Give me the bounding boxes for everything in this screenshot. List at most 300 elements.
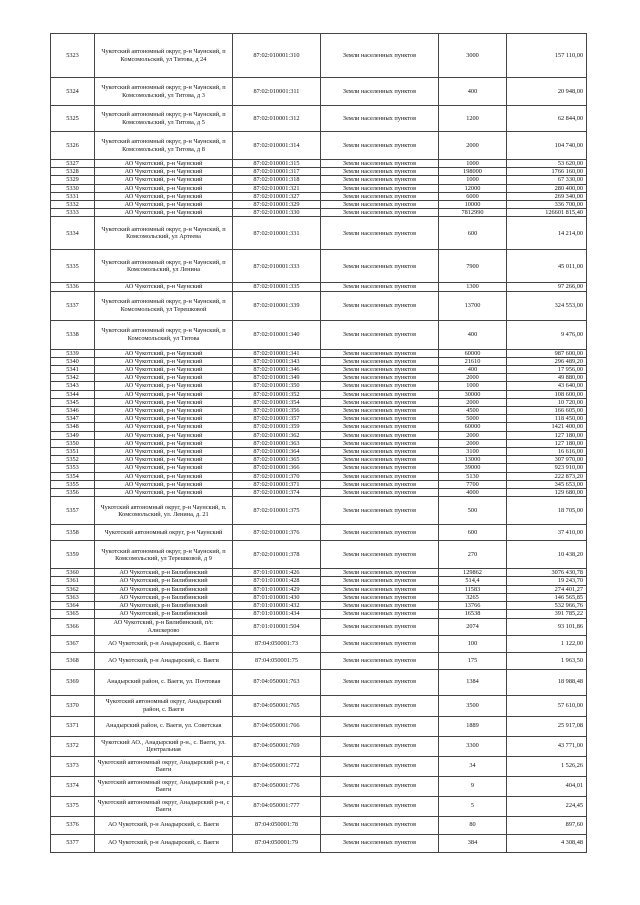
cadastral-value-cell: 4 308,48: [507, 834, 587, 852]
land-category-cell: Земли населенных пунктов: [321, 480, 439, 488]
area-cell: 13000: [439, 456, 507, 464]
address-cell: АО Чукотский, р-н Билибинский: [95, 585, 233, 593]
cadastral-value-cell: 104 740,00: [507, 132, 587, 160]
table-row: [51, 439, 587, 447]
area-cell: 2000: [439, 431, 507, 439]
row-number: 5365: [51, 610, 95, 618]
cadastral-value-cell: 57 610,00: [507, 695, 587, 716]
row-number: 5330: [51, 184, 95, 192]
table-row: [51, 776, 587, 796]
row-number: 5334: [51, 217, 95, 250]
land-category-cell: Земли населенных пунктов: [321, 106, 439, 132]
row-number: 5370: [51, 695, 95, 716]
cadastral-value-cell: 296 489,20: [507, 357, 587, 365]
row-number: 5352: [51, 456, 95, 464]
cadastral-number-cell: 87:02:010001:352: [233, 390, 321, 398]
table-row: [51, 736, 587, 756]
cadastral-value-cell: 1766 160,00: [507, 168, 587, 176]
row-number: 5355: [51, 480, 95, 488]
area-cell: 400: [439, 366, 507, 374]
cadastral-value-cell: 923 910,00: [507, 464, 587, 472]
cadastral-number-cell: 87:02:010001:318: [233, 176, 321, 184]
cadastral-number-cell: 87:01:010001:432: [233, 602, 321, 610]
row-number: 5340: [51, 357, 95, 365]
table-row: [51, 541, 587, 569]
row-number: 5363: [51, 593, 95, 601]
cadastral-value-cell: 129 680,00: [507, 489, 587, 497]
table-row: [51, 382, 587, 390]
row-number: 5341: [51, 366, 95, 374]
area-cell: 30000: [439, 390, 507, 398]
table-row: [51, 796, 587, 816]
area-cell: 34: [439, 756, 507, 776]
table-row: [51, 192, 587, 200]
address-cell: Чукотский автономный округ, р-н Чаунский, п Комсомольский, ул Титова, д 8: [95, 132, 233, 160]
cadastral-value-cell: 127 180,00: [507, 431, 587, 439]
address-cell: Анадырский район, с. Ваеги, ул. Почтовая: [95, 669, 233, 695]
address-cell: АО Чукотский, р-н Чаунский: [95, 448, 233, 456]
table-row: [51, 569, 587, 577]
address-cell: АО Чукотский, р-н Чаунский: [95, 184, 233, 192]
table-row: [51, 585, 587, 593]
cadastral-number-cell: 87:02:010001:350: [233, 382, 321, 390]
area-cell: 7900: [439, 250, 507, 283]
address-cell: АО Чукотский, р-н Чаунский: [95, 366, 233, 374]
land-category-cell: Земли населенных пунктов: [321, 456, 439, 464]
area-cell: 12000: [439, 184, 507, 192]
land-category-cell: Земли населенных пунктов: [321, 283, 439, 291]
table-row: [51, 448, 587, 456]
area-cell: 7700: [439, 480, 507, 488]
land-category-cell: Земли населенных пунктов: [321, 184, 439, 192]
cadastral-number-cell: 87:04:050001:766: [233, 716, 321, 736]
address-cell: Чукотский автономный округ, р-н Чаунский, п Комсомольский, ул Терешковой: [95, 291, 233, 320]
cadastral-number-cell: 87:01:010001:430: [233, 593, 321, 601]
area-cell: 3000: [439, 34, 507, 78]
address-cell: Чукотский автономный округ, р-н Чаунский, п. Комсомольский, ул. Ленина, д. 21: [95, 497, 233, 525]
cadastral-number-cell: 87:04:050001:777: [233, 796, 321, 816]
cadastral-number-cell: 87:02:010001:340: [233, 320, 321, 349]
area-cell: 500: [439, 497, 507, 525]
address-cell: АО Чукотский, р-н Билибинский: [95, 569, 233, 577]
address-cell: АО Чукотский, р-н Анадырский, с. Ваеги: [95, 834, 233, 852]
cadastral-value-cell: 224,45: [507, 796, 587, 816]
cadastral-number-cell: 87:02:010001:321: [233, 184, 321, 192]
table-row: [51, 374, 587, 382]
row-number: 5335: [51, 250, 95, 283]
address-cell: АО Чукотский, р-н Чаунский: [95, 283, 233, 291]
cadastral-number-cell: 87:02:010001:374: [233, 489, 321, 497]
land-category-cell: Земли населенных пунктов: [321, 816, 439, 834]
cadastral-number-cell: 87:04:050001:776: [233, 776, 321, 796]
row-number: 5348: [51, 423, 95, 431]
land-category-cell: Земли населенных пунктов: [321, 439, 439, 447]
area-cell: 80: [439, 816, 507, 834]
row-number: 5331: [51, 192, 95, 200]
land-category-cell: Земли населенных пунктов: [321, 34, 439, 78]
cadastral-number-cell: 87:02:010001:356: [233, 407, 321, 415]
cadastral-number-cell: 87:01:010001:434: [233, 610, 321, 618]
table-row: [51, 610, 587, 618]
land-category-cell: Земли населенных пунктов: [321, 320, 439, 349]
table-row: [51, 366, 587, 374]
address-cell: АО Чукотский, р-н Чаунский: [95, 456, 233, 464]
table-body: [51, 34, 587, 853]
cadastral-value-cell: 1421 400,00: [507, 423, 587, 431]
row-number: 5342: [51, 374, 95, 382]
area-cell: 2000: [439, 374, 507, 382]
cadastral-value-cell: 146 565,85: [507, 593, 587, 601]
address-cell: АО Чукотский, р-н Чаунский: [95, 390, 233, 398]
land-category-cell: Земли населенных пунктов: [321, 756, 439, 776]
row-number: 5347: [51, 415, 95, 423]
address-cell: АО Чукотский, р-н Билибинский, п/г. Алискерово: [95, 618, 233, 635]
land-category-cell: Земли населенных пунктов: [321, 366, 439, 374]
address-cell: Анадырский район, с. Ваеги, ул. Советская: [95, 716, 233, 736]
cadastral-value-cell: 9 476,00: [507, 320, 587, 349]
cadastral-number-cell: 87:01:010001:504: [233, 618, 321, 635]
cadastral-number-cell: 87:02:010001:331: [233, 217, 321, 250]
address-cell: АО Чукотский, р-н Чаунский: [95, 423, 233, 431]
land-category-cell: Земли населенных пунктов: [321, 176, 439, 184]
address-cell: Чукотский автономный округ, Анадырский р-н, с Ваеги: [95, 756, 233, 776]
cadastral-value-cell: 3076 430,78: [507, 569, 587, 577]
table-row: [51, 106, 587, 132]
cadastral-value-cell: 62 844,00: [507, 106, 587, 132]
land-category-cell: Земли населенных пунктов: [321, 407, 439, 415]
table-row: [51, 176, 587, 184]
land-category-cell: Земли населенных пунктов: [321, 525, 439, 541]
cadastral-value-cell: 345 653,00: [507, 480, 587, 488]
cadastral-number-cell: 87:01:010001:426: [233, 569, 321, 577]
cadastral-value-cell: 269 340,00: [507, 192, 587, 200]
land-category-cell: Земли населенных пунктов: [321, 834, 439, 852]
table-row: [51, 695, 587, 716]
cadastral-number-cell: 87:02:010001:314: [233, 132, 321, 160]
land-category-cell: Земли населенных пунктов: [321, 593, 439, 601]
row-number: 5329: [51, 176, 95, 184]
table-row: [51, 464, 587, 472]
cadastral-value-cell: 127 180,00: [507, 439, 587, 447]
area-cell: 100: [439, 635, 507, 652]
cadastral-value-cell: 49 880,00: [507, 374, 587, 382]
row-number: 5377: [51, 834, 95, 852]
address-cell: АО Чукотский, р-н Билибинский: [95, 593, 233, 601]
cadastral-value-cell: 93 101,86: [507, 618, 587, 635]
address-cell: Чукотский автономный округ, р-н Чаунский: [95, 525, 233, 541]
cadastral-value-cell: 67 330,00: [507, 176, 587, 184]
cadastral-number-cell: 87:02:010001:335: [233, 283, 321, 291]
cadastral-value-cell: 166 605,00: [507, 407, 587, 415]
cadastral-number-cell: 87:02:010001:346: [233, 366, 321, 374]
address-cell: АО Чукотский, р-н Билибинский: [95, 577, 233, 585]
table-row: [51, 472, 587, 480]
row-number: 5327: [51, 160, 95, 168]
area-cell: 1000: [439, 176, 507, 184]
address-cell: АО Чукотский, р-н Билибинский: [95, 610, 233, 618]
land-category-cell: Земли населенных пунктов: [321, 796, 439, 816]
area-cell: 16538: [439, 610, 507, 618]
row-number: 5369: [51, 669, 95, 695]
cadastral-value-cell: 25 917,08: [507, 716, 587, 736]
area-cell: 9: [439, 776, 507, 796]
address-cell: АО Чукотский, р-н Чаунский: [95, 160, 233, 168]
land-category-cell: Земли населенных пунктов: [321, 192, 439, 200]
area-cell: 2074: [439, 618, 507, 635]
address-cell: Чукотский автономный округ, р-н Чаунский, п Комсомольский, ул Артеева: [95, 217, 233, 250]
table-row: [51, 489, 587, 497]
land-category-cell: Земли населенных пунктов: [321, 610, 439, 618]
row-number: 5344: [51, 390, 95, 398]
row-number: 5324: [51, 78, 95, 106]
cadastral-number-cell: 87:02:010001:375: [233, 497, 321, 525]
cadastral-value-cell: 43 771,00: [507, 736, 587, 756]
row-number: 5360: [51, 569, 95, 577]
area-cell: 11583: [439, 585, 507, 593]
cadastral-number-cell: 87:04:050001:79: [233, 834, 321, 852]
cadastral-value-cell: 307 970,00: [507, 456, 587, 464]
row-number: 5357: [51, 497, 95, 525]
area-cell: 4000: [439, 489, 507, 497]
table-row: [51, 390, 587, 398]
cadastral-number-cell: 87:02:010001:362: [233, 431, 321, 439]
cadastral-value-cell: 532 966,76: [507, 602, 587, 610]
land-category-cell: Земли населенных пунктов: [321, 349, 439, 357]
cadastral-value-cell: 897,60: [507, 816, 587, 834]
cadastral-number-cell: 87:02:010001:363: [233, 439, 321, 447]
cadastral-value-cell: 19 243,70: [507, 577, 587, 585]
cadastral-number-cell: 87:02:010001:359: [233, 423, 321, 431]
row-number: 5350: [51, 439, 95, 447]
table-row: [51, 480, 587, 488]
cadastral-value-cell: 222 873,20: [507, 472, 587, 480]
area-cell: 3100: [439, 448, 507, 456]
row-number: 5354: [51, 472, 95, 480]
table-row: [51, 618, 587, 635]
row-number: 5373: [51, 756, 95, 776]
address-cell: АО Чукотский, р-н Чаунский: [95, 201, 233, 209]
row-number: 5325: [51, 106, 95, 132]
table-row: [51, 602, 587, 610]
row-number: 5375: [51, 796, 95, 816]
cadastral-number-cell: 87:02:010001:354: [233, 398, 321, 406]
area-cell: 60000: [439, 423, 507, 431]
table-row: [51, 250, 587, 283]
address-cell: Чукотский автономный округ, Анадырский р-н, с Ваеги: [95, 776, 233, 796]
cadastral-number-cell: 87:02:010001:370: [233, 472, 321, 480]
row-number: 5367: [51, 635, 95, 652]
row-number: 5338: [51, 320, 95, 349]
table-row: [51, 349, 587, 357]
area-cell: 2000: [439, 398, 507, 406]
cadastral-number-cell: 87:02:010001:365: [233, 456, 321, 464]
table-row: [51, 431, 587, 439]
land-category-cell: Земли населенных пунктов: [321, 398, 439, 406]
land-category-cell: Земли населенных пунктов: [321, 160, 439, 168]
land-plot-table-page: [50, 33, 586, 853]
land-category-cell: Земли населенных пунктов: [321, 472, 439, 480]
address-cell: АО Чукотский, р-н Чаунский: [95, 489, 233, 497]
land-category-cell: Земли населенных пунктов: [321, 423, 439, 431]
address-cell: АО Чукотский, р-н Чаунский: [95, 349, 233, 357]
table-row: [51, 716, 587, 736]
area-cell: 5130: [439, 472, 507, 480]
area-cell: 60000: [439, 349, 507, 357]
table-row: [51, 456, 587, 464]
address-cell: Чукотский автономный округ, р-н Чаунский, п Комсомольский, ул Ленина: [95, 250, 233, 283]
area-cell: 1889: [439, 716, 507, 736]
row-number: 5328: [51, 168, 95, 176]
land-category-cell: Земли населенных пунктов: [321, 217, 439, 250]
cadastral-value-cell: 157 110,00: [507, 34, 587, 78]
land-category-cell: Земли населенных пунктов: [321, 585, 439, 593]
land-category-cell: Земли населенных пунктов: [321, 618, 439, 635]
address-cell: АО Чукотский, р-н Чаунский: [95, 415, 233, 423]
area-cell: 10000: [439, 201, 507, 209]
cadastral-number-cell: 87:04:050001:73: [233, 635, 321, 652]
table-row: [51, 160, 587, 168]
address-cell: Чукотский автономный округ, р-н Чаунский, п Комсомольский, ул Титова, д 5: [95, 106, 233, 132]
cadastral-number-cell: 87:02:010001:310: [233, 34, 321, 78]
address-cell: АО Чукотский, р-н Чаунский: [95, 382, 233, 390]
row-number: 5339: [51, 349, 95, 357]
address-cell: АО Чукотский, р-н Чаунский: [95, 357, 233, 365]
row-number: 5372: [51, 736, 95, 756]
table-row: [51, 184, 587, 192]
area-cell: 4500: [439, 407, 507, 415]
cadastral-value-cell: 987 600,00: [507, 349, 587, 357]
cadastral-number-cell: 87:04:050001:765: [233, 695, 321, 716]
land-category-cell: Земли населенных пунктов: [321, 716, 439, 736]
row-number: 5326: [51, 132, 95, 160]
area-cell: 1300: [439, 283, 507, 291]
row-number: 5336: [51, 283, 95, 291]
row-number: 5371: [51, 716, 95, 736]
area-cell: 3265: [439, 593, 507, 601]
cadastral-number-cell: 87:04:050001:78: [233, 816, 321, 834]
address-cell: АО Чукотский, р-н Чаунский: [95, 374, 233, 382]
cadastral-number-cell: 87:02:010001:357: [233, 415, 321, 423]
cadastral-number-cell: 87:02:010001:366: [233, 464, 321, 472]
row-number: 5376: [51, 816, 95, 834]
table-row: [51, 593, 587, 601]
cadastral-number-cell: 87:02:010001:330: [233, 209, 321, 217]
table-row: [51, 78, 587, 106]
cadastral-value-cell: 108 600,00: [507, 390, 587, 398]
cadastral-number-cell: 87:04:050001:763: [233, 669, 321, 695]
row-number: 5362: [51, 585, 95, 593]
address-cell: АО Чукотский, р-н Чаунский: [95, 192, 233, 200]
address-cell: Чукотский автономный округ, р-н Чаунский, п Комсомольский, ул Терешковой, д 9: [95, 541, 233, 569]
address-cell: АО Чукотский, р-н Чаунский: [95, 480, 233, 488]
table-row: [51, 209, 587, 217]
land-category-cell: Земли населенных пунктов: [321, 776, 439, 796]
cadastral-number-cell: 87:02:010001:376: [233, 525, 321, 541]
land-category-cell: Земли населенных пунктов: [321, 390, 439, 398]
land-category-cell: Земли населенных пунктов: [321, 541, 439, 569]
table-row: [51, 652, 587, 669]
address-cell: Чукотский АО., Анадырский р-н., с. Ваеги, ул. Центральная: [95, 736, 233, 756]
cadastral-value-cell: 16 616,00: [507, 448, 587, 456]
cadastral-number-cell: 87:02:010001:317: [233, 168, 321, 176]
cadastral-number-cell: 87:04:050001:772: [233, 756, 321, 776]
land-category-cell: Земли населенных пунктов: [321, 209, 439, 217]
cadastral-value-cell: 336 700,00: [507, 201, 587, 209]
table-row: [51, 407, 587, 415]
land-category-cell: Земли населенных пунктов: [321, 577, 439, 585]
row-number: 5356: [51, 489, 95, 497]
area-cell: 1000: [439, 382, 507, 390]
area-cell: 5000: [439, 415, 507, 423]
table-row: [51, 756, 587, 776]
table-row: [51, 320, 587, 349]
cadastral-value-cell: 43 640,00: [507, 382, 587, 390]
table-row: [51, 635, 587, 652]
land-category-cell: Земли населенных пунктов: [321, 448, 439, 456]
address-cell: АО Чукотский, р-н Анадырский, с. Ваеги: [95, 816, 233, 834]
cadastral-value-cell: 404,01: [507, 776, 587, 796]
row-number: 5353: [51, 464, 95, 472]
cadastral-number-cell: 87:02:010001:333: [233, 250, 321, 283]
area-cell: 39000: [439, 464, 507, 472]
row-number: 5359: [51, 541, 95, 569]
table-row: [51, 834, 587, 852]
cadastral-number-cell: 87:04:050001:769: [233, 736, 321, 756]
area-cell: 1200: [439, 106, 507, 132]
cadastral-number-cell: 87:04:050001:75: [233, 652, 321, 669]
row-number: 5366: [51, 618, 95, 635]
cadastral-number-cell: 87:02:010001:343: [233, 357, 321, 365]
table-row: [51, 577, 587, 585]
land-category-cell: Земли населенных пунктов: [321, 132, 439, 160]
row-number: 5333: [51, 209, 95, 217]
address-cell: АО Чукотский, р-н Чаунский: [95, 464, 233, 472]
table-row: [51, 291, 587, 320]
table-row: [51, 357, 587, 365]
land-category-cell: Земли населенных пунктов: [321, 78, 439, 106]
area-cell: 1000: [439, 160, 507, 168]
land-category-cell: Земли населенных пунктов: [321, 382, 439, 390]
address-cell: АО Чукотский, р-н Чаунский: [95, 439, 233, 447]
cadastral-value-cell: 14 214,00: [507, 217, 587, 250]
cadastral-number-cell: 87:02:010001:349: [233, 374, 321, 382]
table-row: [51, 283, 587, 291]
cadastral-number-cell: 87:02:010001:311: [233, 78, 321, 106]
table-row: [51, 132, 587, 160]
land-category-cell: Земли населенных пунктов: [321, 374, 439, 382]
cadastral-value-cell: 97 266,00: [507, 283, 587, 291]
address-cell: Чукотский автономный округ, р-н Чаунский, п Комсомольский, ул Титова, д 24: [95, 34, 233, 78]
table-row: [51, 34, 587, 78]
land-category-cell: Земли населенных пунктов: [321, 431, 439, 439]
row-number: 5364: [51, 602, 95, 610]
cadastral-number-cell: 87:02:010001:312: [233, 106, 321, 132]
cadastral-number-cell: 87:02:010001:315: [233, 160, 321, 168]
cadastral-value-cell: 280 400,00: [507, 184, 587, 192]
land-category-cell: Земли населенных пунктов: [321, 489, 439, 497]
cadastral-value-cell: 118 450,00: [507, 415, 587, 423]
area-cell: 175: [439, 652, 507, 669]
cadastral-value-cell: 45 011,00: [507, 250, 587, 283]
land-category-cell: Земли населенных пунктов: [321, 201, 439, 209]
land-category-cell: Земли населенных пунктов: [321, 497, 439, 525]
cadastral-number-cell: 87:02:010001:327: [233, 192, 321, 200]
table-row: [51, 423, 587, 431]
cadastral-number-cell: 87:02:010001:341: [233, 349, 321, 357]
table-row: [51, 816, 587, 834]
table-row: [51, 525, 587, 541]
cadastral-value-cell: 324 553,00: [507, 291, 587, 320]
